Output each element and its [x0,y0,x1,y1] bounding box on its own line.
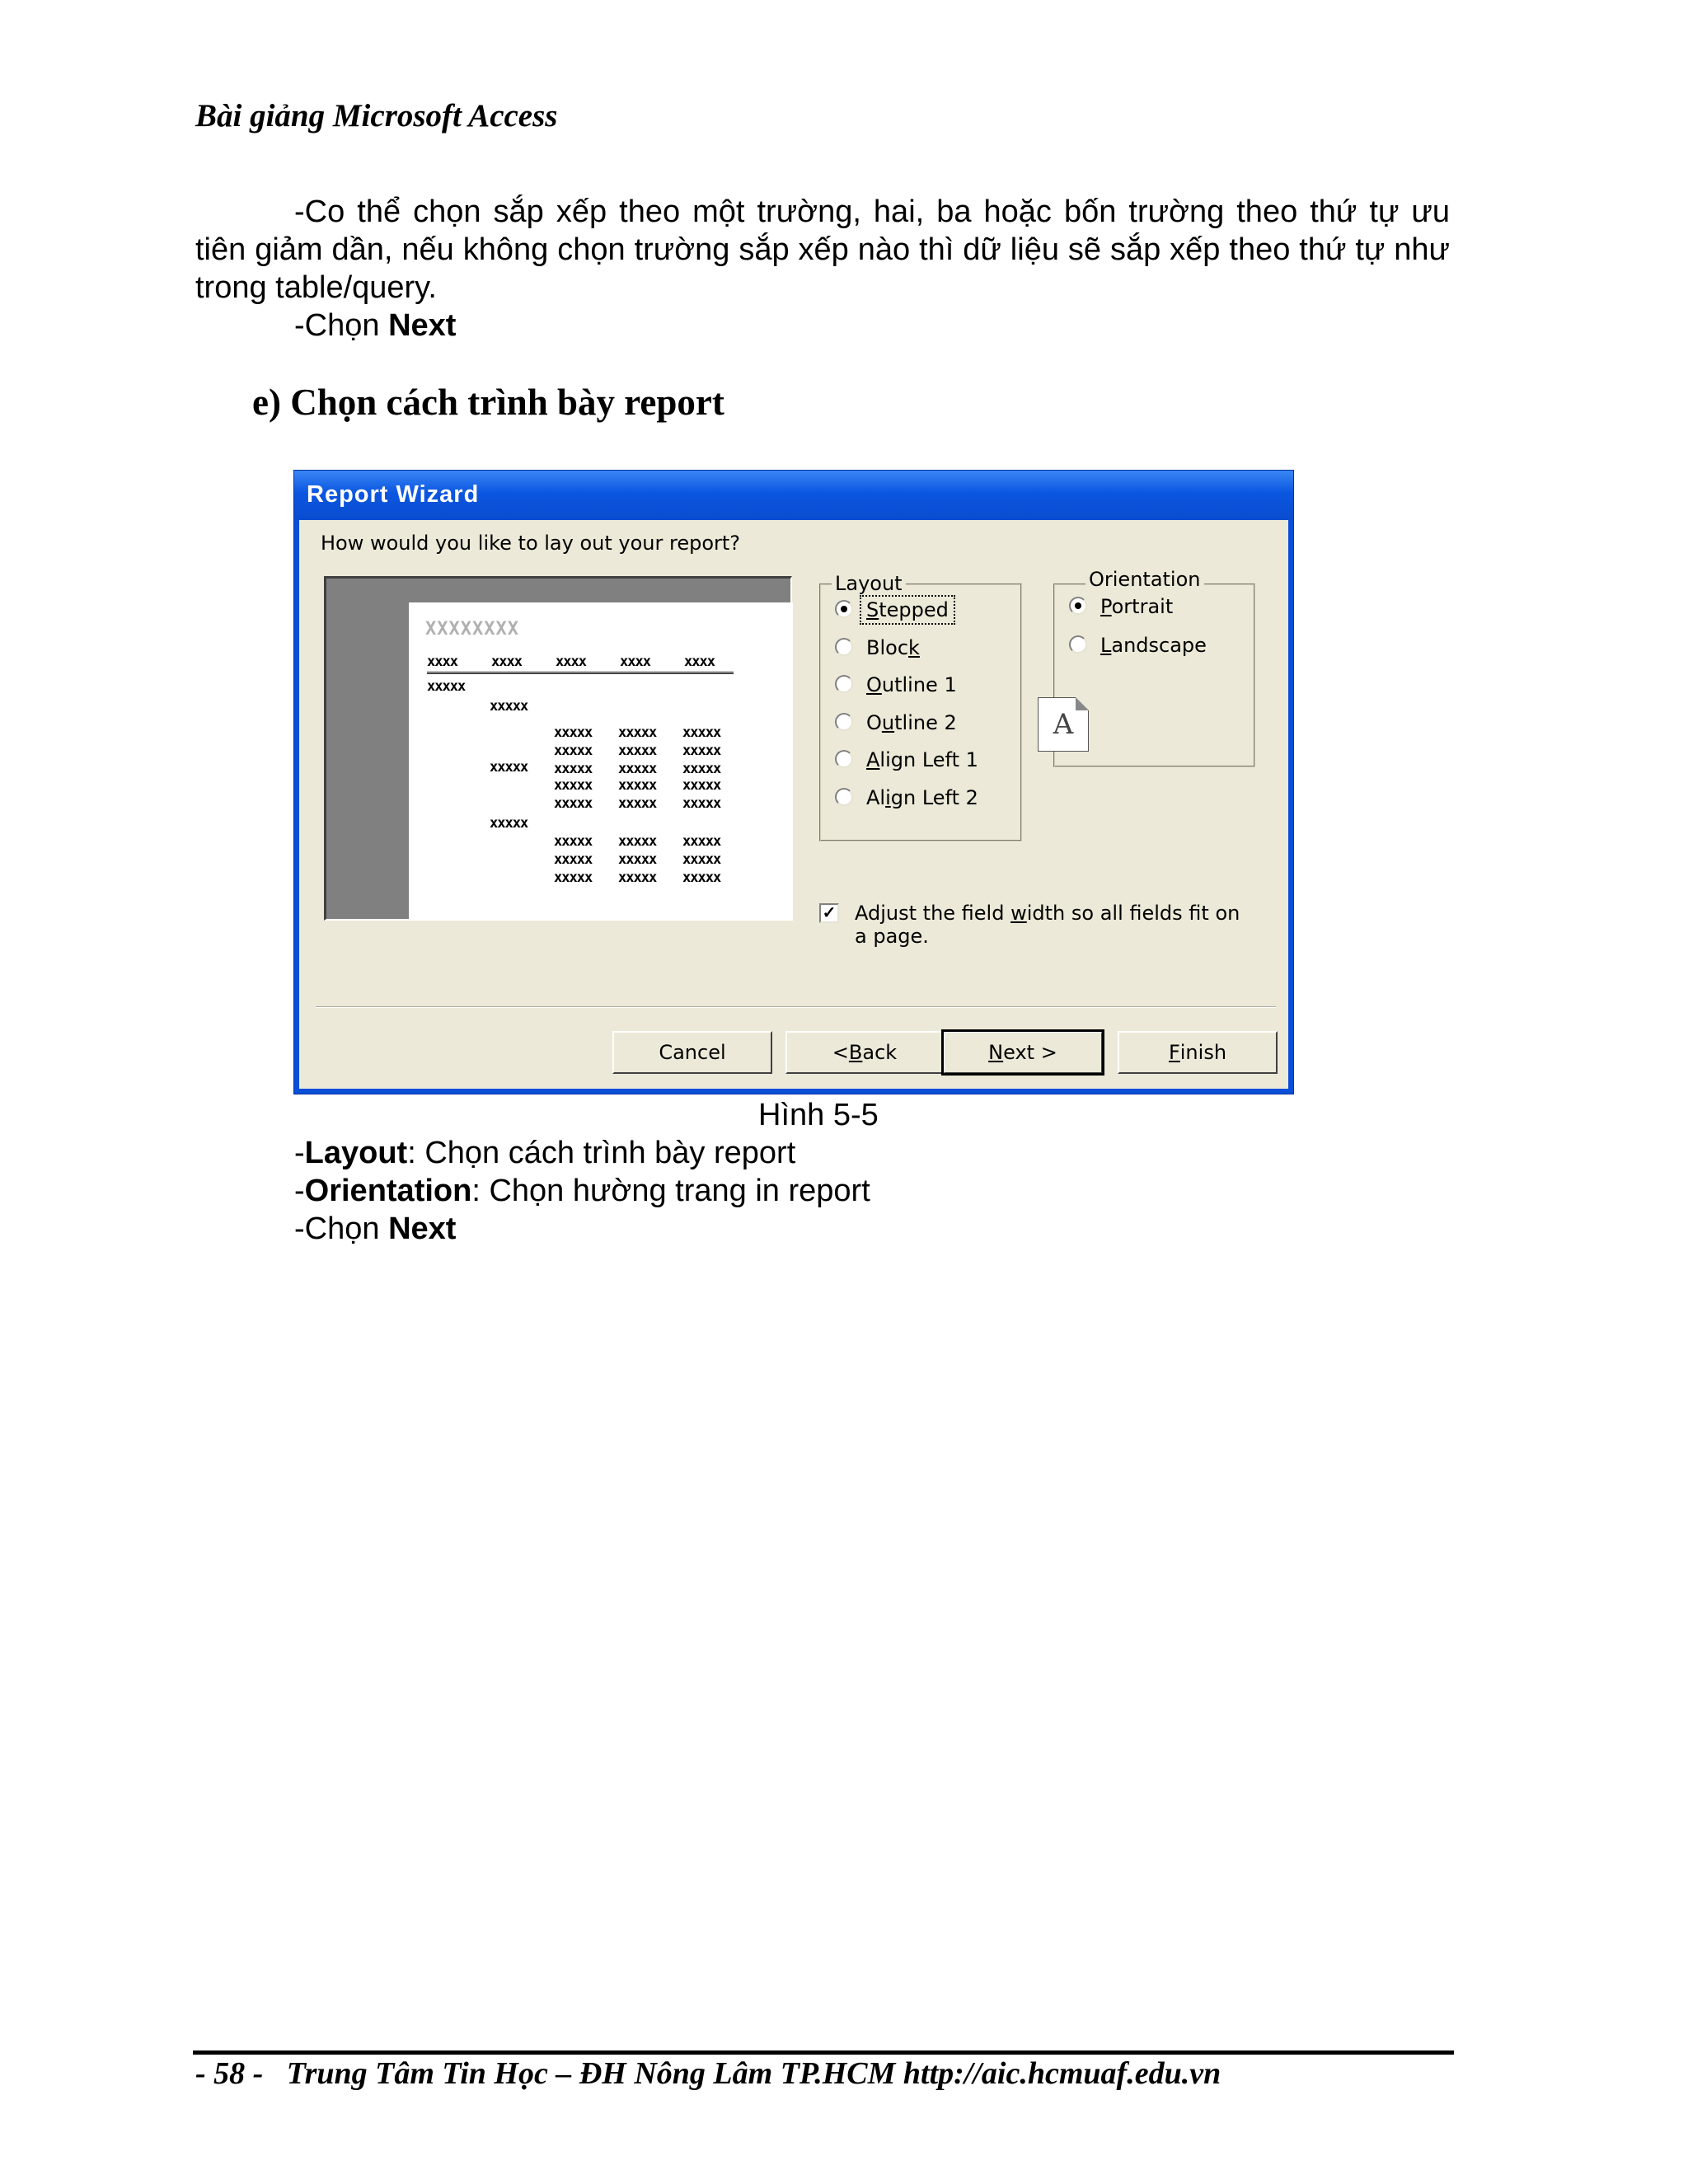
layout-radio-align-left-1[interactable] [835,750,853,768]
preview-detail-cell: xxxxx [682,833,721,850]
intro-next-bold: Next [388,308,457,343]
preview-detail-cell: xxxxx [682,869,721,886]
report-wizard-dialog [293,470,1294,1094]
orientation-label-landscape[interactable]: Landscape [1100,634,1207,657]
preview-group2: xxxxx [490,815,528,832]
layout-label-align-left-2[interactable]: Align Left 2 [866,785,978,809]
intro-next-line [294,307,456,344]
layout-radio-align-left-2[interactable] [835,788,853,806]
dialog-titlebar[interactable]: Report Wizard [294,471,1293,520]
preview-header-cell: xxxx [556,654,586,670]
layout-radio-outline-1[interactable] [835,675,853,693]
dialog-separator [316,1006,1276,1008]
preview-group2: xxxxx [490,698,528,715]
layout-radio-outline-2[interactable] [835,713,853,731]
preview-detail-cell: xxxxx [618,743,657,759]
preview-detail-cell: xxxxx [682,777,721,794]
preview-group1: xxxxx [427,678,466,695]
orientation-legend: Orientation [1085,568,1204,591]
preview-detail-cell: xxxxx [618,724,657,741]
dialog-client-area [299,520,1288,1089]
preview-title-placeholder: XXXXXXXX [425,619,519,640]
orientation-radio-portrait[interactable] [1069,597,1087,615]
intro-paragraph [195,193,1450,307]
preview-detail-cell: xxxxx [618,851,657,868]
layout-preview [324,576,792,921]
preview-sheet [409,602,793,921]
note-layout: -Layout: Chọn cách trình bày report [294,1136,796,1170]
adjust-width-checkbox[interactable]: ✓ [819,903,839,923]
adjust-width-label[interactable]: Adjust the field width so all fields fit on a page. [855,902,1240,948]
preview-detail-cell: xxxxx [618,869,657,886]
preview-detail-cell: xxxxx [554,743,593,759]
section-heading: e) Chọn cách trình bày report [252,382,724,423]
preview-header-cell: xxxx [491,654,522,670]
layout-radio-block[interactable] [835,638,853,656]
preview-detail-cell: xxxxx [682,743,721,759]
note-next: -Chọn Next [294,1212,457,1246]
preview-detail-cell: xxxxx [618,833,657,850]
layout-label-block[interactable]: Block [866,635,920,659]
preview-detail-cell: xxxxx [554,777,593,794]
preview-detail-cell: xxxxx [618,761,657,777]
page-header-title: Bài giảng Microsoft Access [195,98,558,134]
preview-header-cell: xxxx [684,654,715,670]
preview-group2: xxxxx [490,759,528,776]
preview-header-cell: xxxx [620,654,650,670]
cancel-button[interactable]: Cancel [612,1031,772,1074]
note-orientation: -Orientation: Chọn hường trang in report [294,1174,870,1208]
figure-caption: Hình 5-5 [758,1098,879,1132]
preview-header-row [427,654,734,674]
finish-button[interactable]: F inish [1118,1031,1278,1074]
preview-detail-cell: xxxxx [618,795,657,812]
orientation-radio-landscape[interactable] [1069,635,1087,654]
wizard-question: How would you like to lay out your report? [321,532,741,555]
footer-rule [193,2050,1454,2055]
preview-detail-cell: xxxxx [554,724,593,741]
preview-detail-cell: xxxxx [682,761,721,777]
preview-detail-cell: xxxxx [554,869,593,886]
layout-label-outline-2[interactable]: Outline 2 [866,710,957,734]
layout-legend: Layout [832,572,906,595]
intro-text: -Co thể chọn sắp xếp theo một trường, hai, ba hoặc bốn trường theo thứ tự ưu tiên giảm dần, nếu không chọn trường sắp xếp nào thì dữ liệu sẽ sắp xếp theo thứ tự như trong table/query. [195,194,1450,305]
next-button[interactable]: N ext > [943,1031,1103,1074]
preview-detail-cell: xxxxx [554,833,593,850]
preview-detail-cell: xxxxx [554,761,593,777]
layout-label-align-left-1[interactable]: Align Left 1 [866,748,978,771]
preview-detail-cell: xxxxx [682,724,721,741]
layout-label-stepped[interactable]: Stepped [860,595,955,625]
preview-header-cell: xxxx [427,654,457,670]
layout-label-outline-1[interactable]: Outline 1 [866,673,957,696]
orientation-label-portrait[interactable]: Portrait [1100,595,1174,618]
page-icon-letter: A [1053,708,1074,741]
portrait-page-icon [1038,697,1089,752]
preview-detail-cell: xxxxx [682,795,721,812]
page-footer: - 58 - Trung Tâm Tin Học – ĐH Nông Lâm TP.HCM http://aic.hcmuaf.edu.vn [195,2056,1221,2091]
preview-detail-cell: xxxxx [554,851,593,868]
preview-detail-cell: xxxxx [554,795,593,812]
preview-detail-cell: xxxxx [618,777,657,794]
intro-next-prefix: -Chọn [294,308,389,343]
layout-radio-stepped[interactable] [835,600,853,618]
back-button[interactable]: < B ack [785,1031,944,1074]
preview-detail-cell: xxxxx [682,851,721,868]
